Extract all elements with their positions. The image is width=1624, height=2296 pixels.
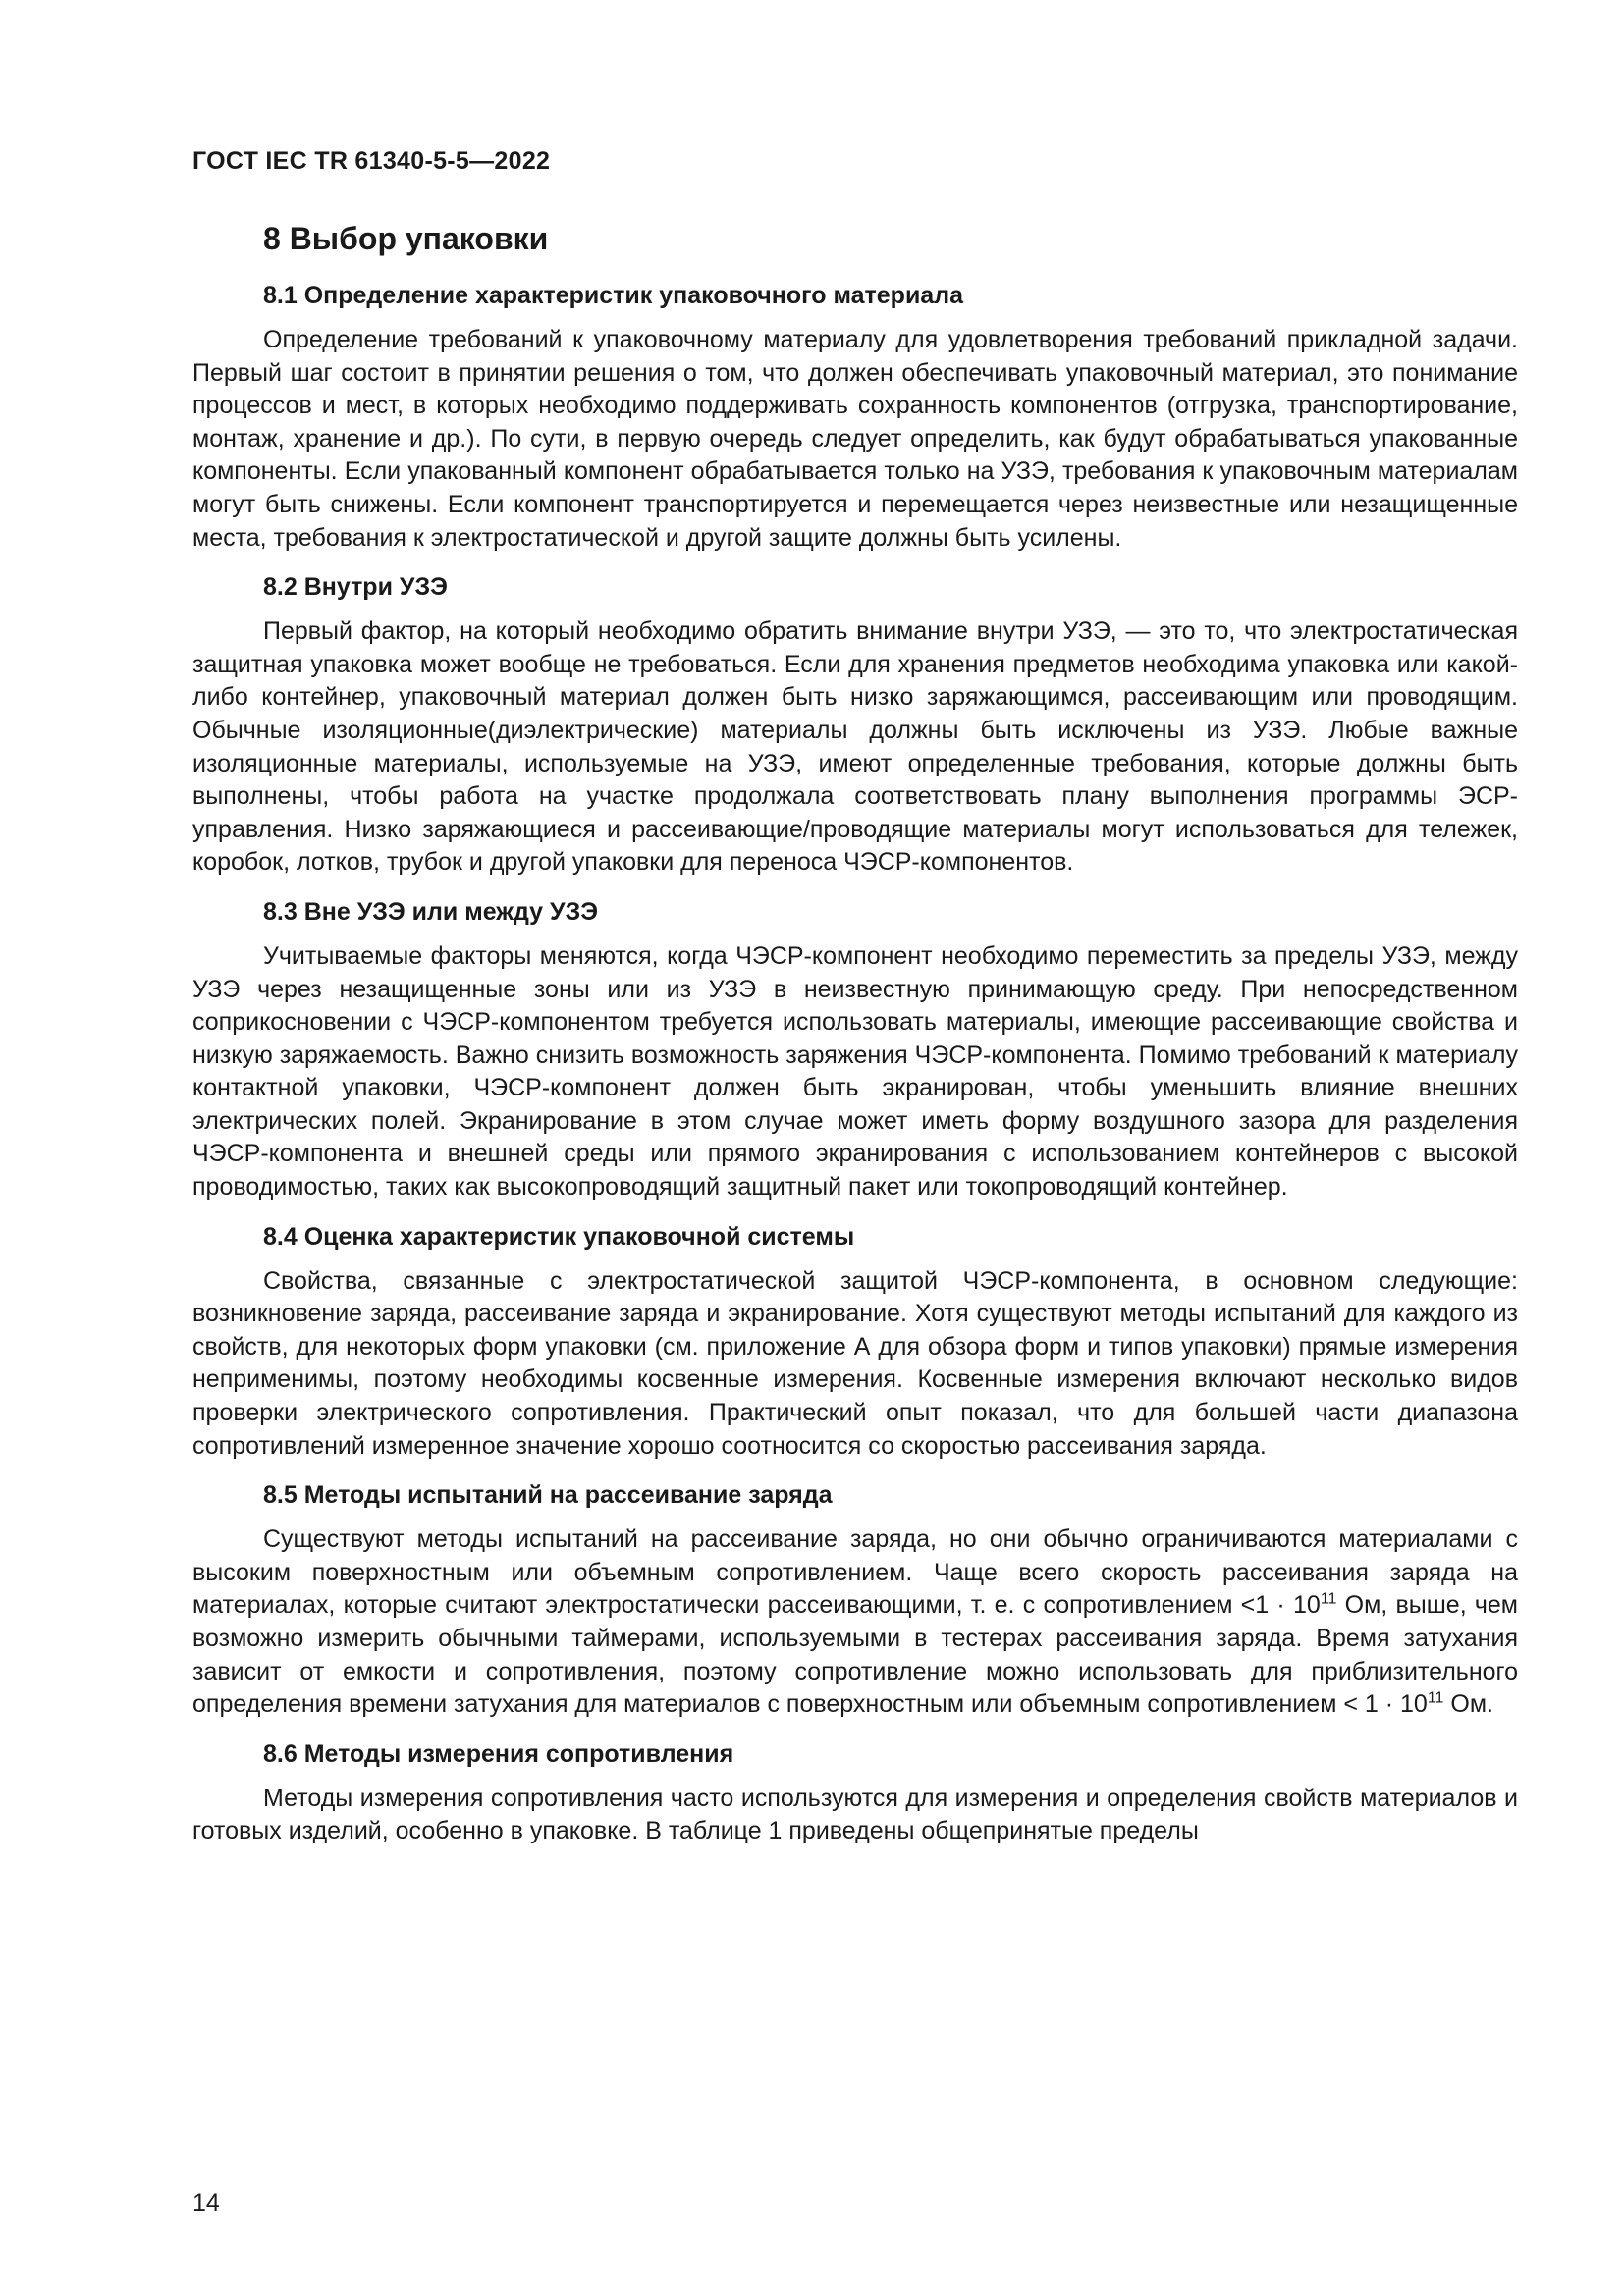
subsection-title-8-1: 8.1 Определение характеристик упаковочного материала bbox=[263, 282, 964, 309]
paragraph-8-5-part-3: Ом. bbox=[1443, 1690, 1493, 1719]
document-body bbox=[192, 218, 1518, 1848]
paragraph-8-5-part-1: Существуют методы испытаний на рассеивание заряда, но они обычно ограничиваются материалами с высоким поверхностным или объемным сопротивлением. Чаще всего скорость рассеивания заряда на материалах, которые считают электростатически рассеивающими, т. е. с сопротивлением <1 · 10 bbox=[192, 1525, 1518, 1620]
subsection-title-8-6: 8.6 Методы измерения сопротивления bbox=[263, 1739, 734, 1768]
paragraph-8-1: Определение требований к упаковочному материалу для удовлетворения требований прикладной задачи. Первый шаг состоит в принятии решения о том, что должен обеспечивать упаковочный материал, это понимание процессов и мест, в которых необходимо поддерживать сохранность компонентов (отгрузка, транспортирование, монтаж, хранение и др.). По сути, в первую очередь следует определить, как будут обрабатываться упакованные компоненты. Если упакованный компонент обрабатывается только на УЗЭ, требования к упаковочным материалам могут быть снижены. Если компонент транспортируется и перемещается через неизвестные или незащищенные места, требования к электростатической и другой защите должны быть усилены. bbox=[192, 326, 1518, 552]
exponent-2: 11 bbox=[1427, 1689, 1444, 1707]
document-page bbox=[192, 0, 1518, 2296]
document-header: ГОСТ IEC TR 61340-5-5—2022 bbox=[192, 147, 551, 175]
paragraph-8-2: Первый фактор, на который необходимо обратить внимание внутри УЗЭ, — это то, что электростатическая защитная упаковка может вообще не требоваться. Если для хранения предметов необходима упаковка или какой-либо контейнер, упаковочный материал должен быть низко заряжающимся, рассеивающим или проводящим. Обычные изоляционные(диэлектрические) материалы должны быть исключены из УЗЭ. Любые важные изоляционные материалы, используемые на УЗЭ, имеют определенные требования, которые должны быть выполнены, чтобы работа на участке продолжала соответствовать плану выполнения программы ЭСР-управления. Низко заряжающиеся и рассеивающие/проводящие материалы могут использоваться для тележек, коробок, лотков, трубок и другой упаковки для переноса ЧЭСР-компонентов. bbox=[192, 617, 1518, 877]
paragraph-8-5 bbox=[192, 1523, 1518, 1722]
page-number: 14 bbox=[192, 2189, 220, 2216]
paragraph-8-4: Свойства, связанные с электростатической защитой ЧЭСР-компонента, в основном следующие: возникновение заряда, рассеивание заряда и экранирование. Хотя существуют методы испытаний для каждого из свойств, для некоторых форм упаковки (см. приложение А для обзора форм и типов упаковки) прямые измерения неприменимы, поэтому необходимы косвенные измерения. Косвенные измерения включают несколько видов проверки электрического сопротивления. Практический опыт показал, что для большей части диапазона сопротивлений измеренное значение хорошо соотносится со скоростью рассеивания заряда. bbox=[192, 1266, 1518, 1460]
subsection-title-8-3: 8.3 Вне УЗЭ или между УЗЭ bbox=[263, 897, 599, 926]
exponent-1: 11 bbox=[1320, 1591, 1337, 1609]
paragraph-8-6: Методы измерения сопротивления часто используются для измерения и определения свойств материалов и готовых изделий, особенно в упаковке. В таблице 1 приведены общепринятые пределы bbox=[192, 1784, 1518, 1845]
paragraph-8-3: Учитываемые факторы меняются, когда ЧЭСР-компонент необходимо переместить за пределы УЗЭ, между УЗЭ через незащищенные зоны или из УЗЭ в неизвестную принимающую среду. При непосредственном соприкосновении с ЧЭСР-компонентом требуется использовать материалы, имеющие рассеивающие свойства и низкую заряжаемость. Важно снизить возможность заряжения ЧЭСР-компонента. Помимо требований к материалу контактной упаковки, ЧЭСР-компонент должен быть экранирован, чтобы уменьшить влияние внешних электрических полей. Экранирование в этом случае может иметь форму воздушного зазора для разделения ЧЭСР-компонента и внешней среды или прямого экранирования с использованием контейнеров с высокой проводимостью, таких как высокопроводящий защитный пакет или токопроводящий контейнер. bbox=[192, 941, 1518, 1201]
subsection-title-8-4: 8.4 Оценка характеристик упаковочной системы bbox=[263, 1222, 855, 1251]
subsection-title-8-2: 8.2 Внутри УЗЭ bbox=[263, 573, 448, 602]
section-title: 8 Выбор упаковки bbox=[263, 221, 549, 256]
paragraph-8-5-part-2: Ом, выше, чем возможно измерить обычными таймерами, используемыми в тестерах рассеивания заряда. Время затухания зависит от емкости и сопротивления, поэтому сопротивление можно использовать для приблизительного определения времени затухания для материалов с поверхностным или объемным сопротивлением < 1 · 10 bbox=[192, 1591, 1518, 1719]
subsection-title-8-5: 8.5 Методы испытаний на рассеивание заряда bbox=[263, 1481, 833, 1510]
